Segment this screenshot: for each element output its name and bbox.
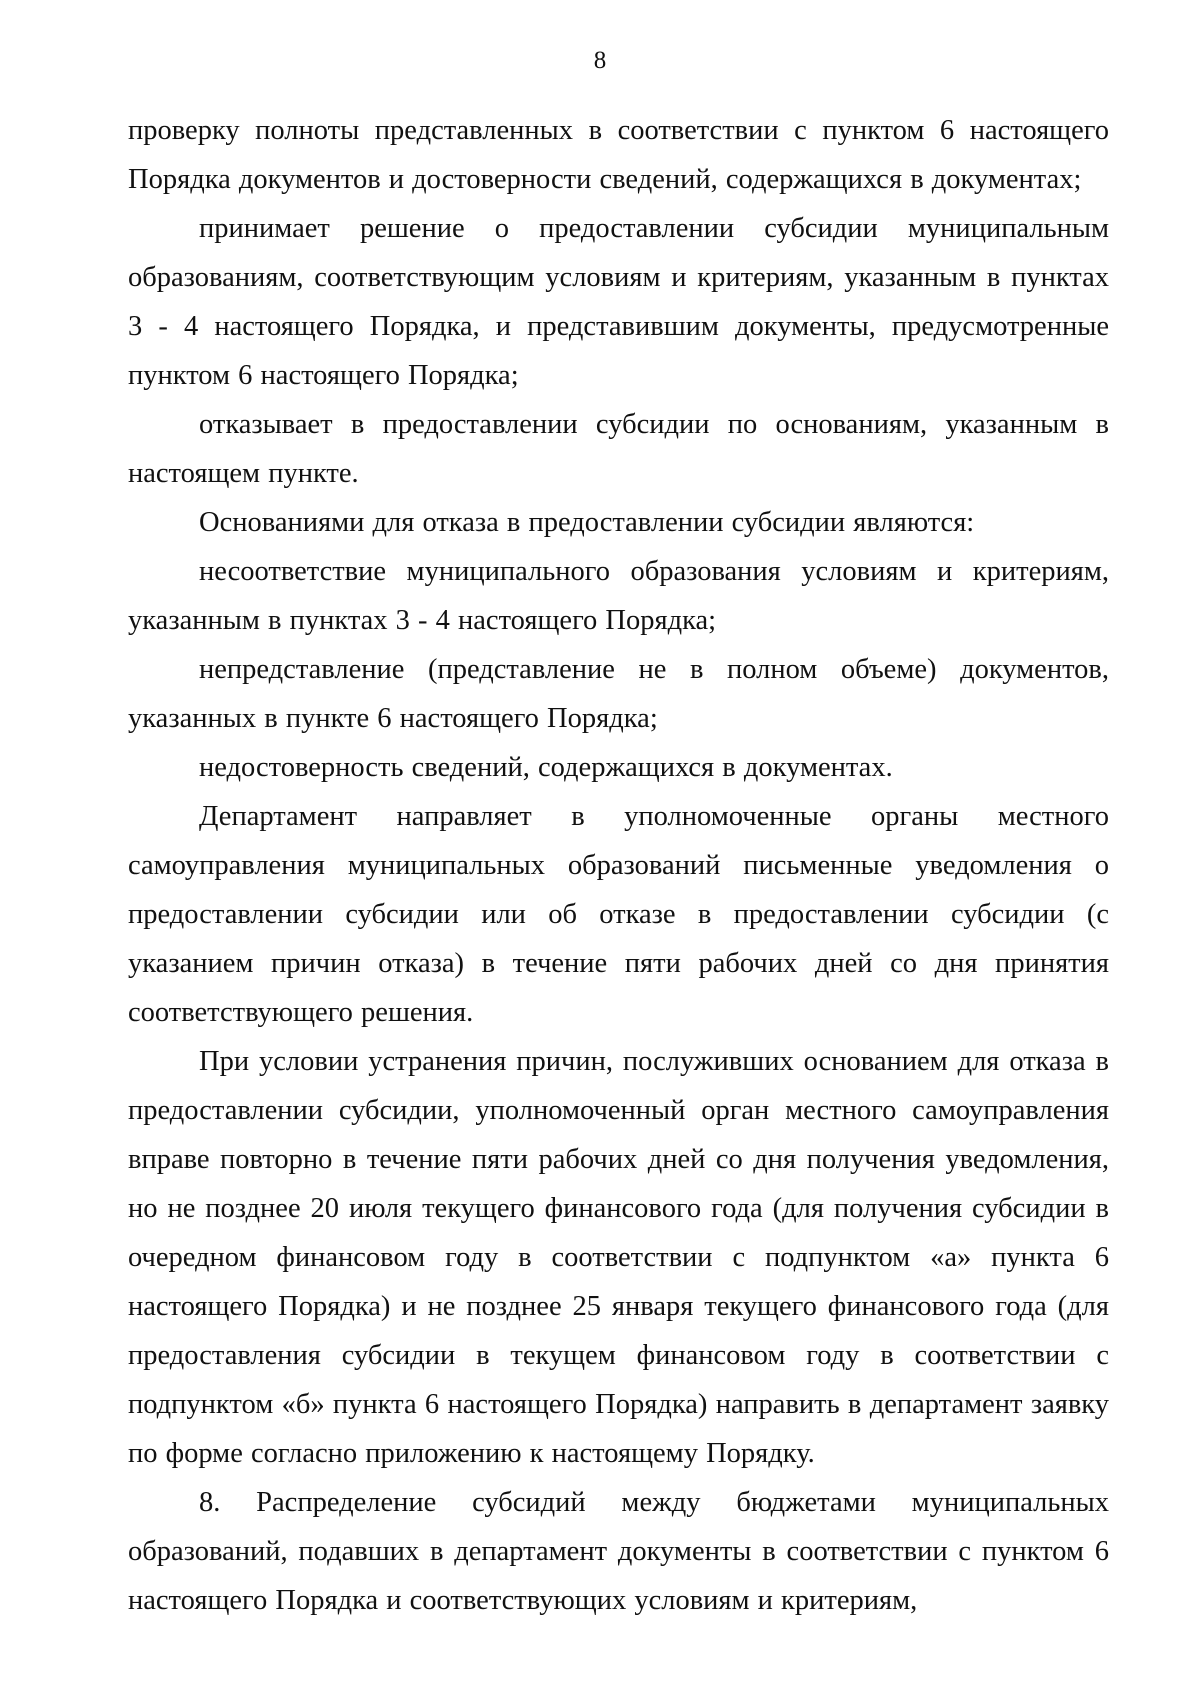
paragraph-1: проверку полноты представленных в соответствии с пунктом 6 настоящего Порядка документов и достоверности сведений, содержащихся в документах; bbox=[128, 115, 1109, 195]
paragraph-3: отказывает в предоставлении субсидии по основаниям, указанным в настоящем пункте. bbox=[128, 409, 1109, 489]
paragraph-7: недостоверность сведений, содержащихся в документах. bbox=[199, 752, 893, 783]
document-body bbox=[128, 106, 1109, 1625]
paragraph-10: 8. Распределение субсидий между бюджетами муниципальных образований, подавших в департамент документы в соответствии с пунктом 6 настоящего Порядка и соответствующих условиям и критериям, bbox=[128, 1487, 1109, 1616]
paragraph-5: несоответствие муниципального образования условиям и критериям, указанным в пунктах 3 - 4 настоящего Порядка; bbox=[128, 556, 1109, 636]
paragraph-4: Основаниями для отказа в предоставлении субсидии являются: bbox=[199, 507, 975, 538]
page-number: 8 bbox=[593, 47, 607, 74]
paragraph-8: Департамент направляет в уполномоченные органы местного самоуправления муниципальных образований письменные уведомления о предоставлении субсидии или об отказе в предоставлении субсидии (с указанием причин отказа) в течение пяти рабочих дней со дня принятия соответствующего решения. bbox=[128, 801, 1109, 1028]
paragraph-9: При условии устранения причин, послуживших основанием для отказа в предоставлении субсидии, уполномоченный орган местного самоуправления вправе повторно в течение пяти рабочих дней со дня получения уведомления, но не позднее 20 июля текущего финансового года (для получения субсидии в очередном финансовом году в соответствии с подпунктом «а» пункта 6 настоящего Порядка) и не позднее 25 января текущего финансового года (для предоставления субсидии в текущем финансовом году в соответствии с подпунктом «б» пункта 6 настоящего Порядка) направить в департамент заявку по форме согласно приложению к настоящему Порядку. bbox=[128, 1046, 1109, 1469]
paragraph-2: принимает решение о предоставлении субсидии муниципальным образованиям, соответствующим условиям и критериям, указанным в пунктах 3 - 4 настоящего Порядка, и представившим документы, предусмотренные пунктом 6 настоящего Порядка; bbox=[128, 213, 1109, 391]
paragraph-6: непредставление (представление не в полном объеме) документов, указанных в пункте 6 настоящего Порядка; bbox=[128, 654, 1109, 734]
